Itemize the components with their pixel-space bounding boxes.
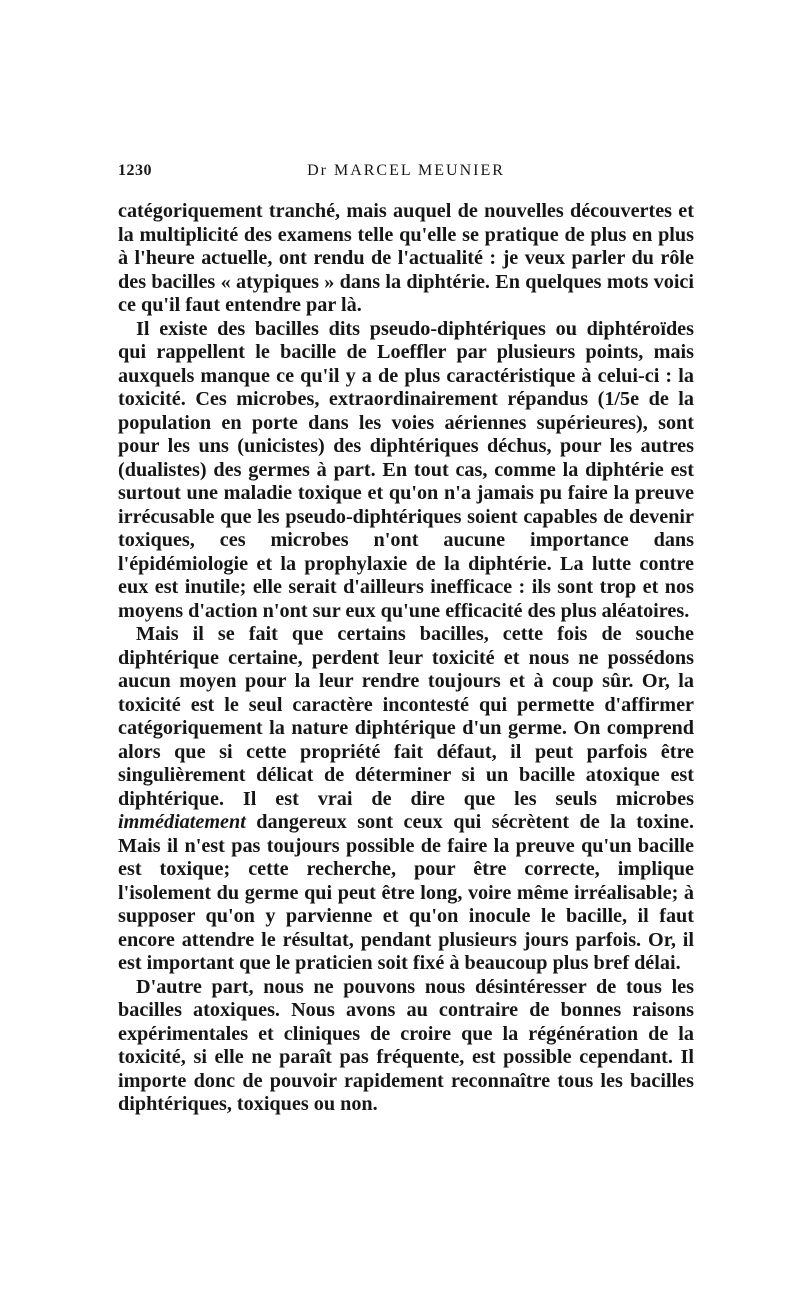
paragraph-2: Il existe des bacilles dits pseudo-diphtériques ou diphtéroïdes qui rappellent le bacille de Loeffler par plusieurs points, mais auxquels manque ce qu'il y a de plus caractéristique à celui-ci : la toxicité. Ces microbes, extraordinairement répandus (1/5e de la population en porte dans les voies aériennes supérieures), sont pour les uns (unicistes) des diphtériques déchus, pour les autres (dualistes) des germes à part. En tout cas, comme la diphtérie est surtout une maladie toxique et qu'on n'a jamais pu faire la preuve irrécusable que les pseudo-diphtériques soient capables de devenir toxiques, ces microbes n'ont aucune importance dans l'épidémiologie et la prophylaxie de la diphtérie. La lutte contre eux est inutile; elle serait d'ailleurs inefficace : ils sont trop et nos moyens d'action n'ont sur eux qu'une efficacité des plus aléatoires. (118, 317, 694, 622)
paragraph-1: catégoriquement tranché, mais auquel de nouvelles découvertes et la multiplicité des examens telle qu'elle se pratique de plus en plus à l'heure actuelle, ont rendu de l'actualité : je veux parler du rôle des bacilles « atypiques » dans la diphtérie. En quelques mots voici ce qu'il faut entendre par là. (118, 200, 694, 316)
book-page (118, 162, 694, 1117)
body-text (118, 200, 694, 1117)
paragraph-4: D'autre part, nous ne pouvons nous désintéresser de tous les bacilles atoxiques. Nous avons au contraire de bonnes raisons expérimentales et cliniques de croire que la régénération de la toxicité, si elle ne paraît pas fréquente, est possible cependant. Il importe donc de pouvoir rapidement reconnaître tous les bacilles diphtériques, toxiques ou non. (118, 975, 694, 1115)
running-head (118, 162, 694, 186)
paragraph-3: Mais il se fait que certains bacilles, cette fois de souche diphtérique certaine, perdent leur toxicité et nous ne possédons aucun moyen pour la leur rendre toujours et à coup sûr. Or, la toxicité est le seul caractère incontesté qui permette d'affirmer catégoriquement la nature diphtérique d'un germe. On comprend alors que si cette propriété fait défaut, il peut parfois être singulièrement délicat de déterminer si un bacille atoxique est diphtérique. Il est vrai de dire que les seuls microbes immédiatement dangereux sont ceux qui sécrètent de la toxine. Mais il n'est pas toujours possible de faire la preuve qu'un bacille est toxique; cette recherche, pour être correcte, implique l'isolement du germe qui peut être long, voire même irréalisable; à supposer qu'on y parvienne et qu'on inocule le bacille, il faut encore attendre le résultat, pendant plusieurs jours parfois. Or, il est important que le praticien soit fixé à beaucoup plus bref délai. (118, 623, 694, 974)
running-head-author: Dr MARCEL MEUNIER (307, 162, 505, 179)
italic-emphasis: immédiatement (118, 811, 246, 833)
page-number: 1230 (118, 162, 152, 179)
